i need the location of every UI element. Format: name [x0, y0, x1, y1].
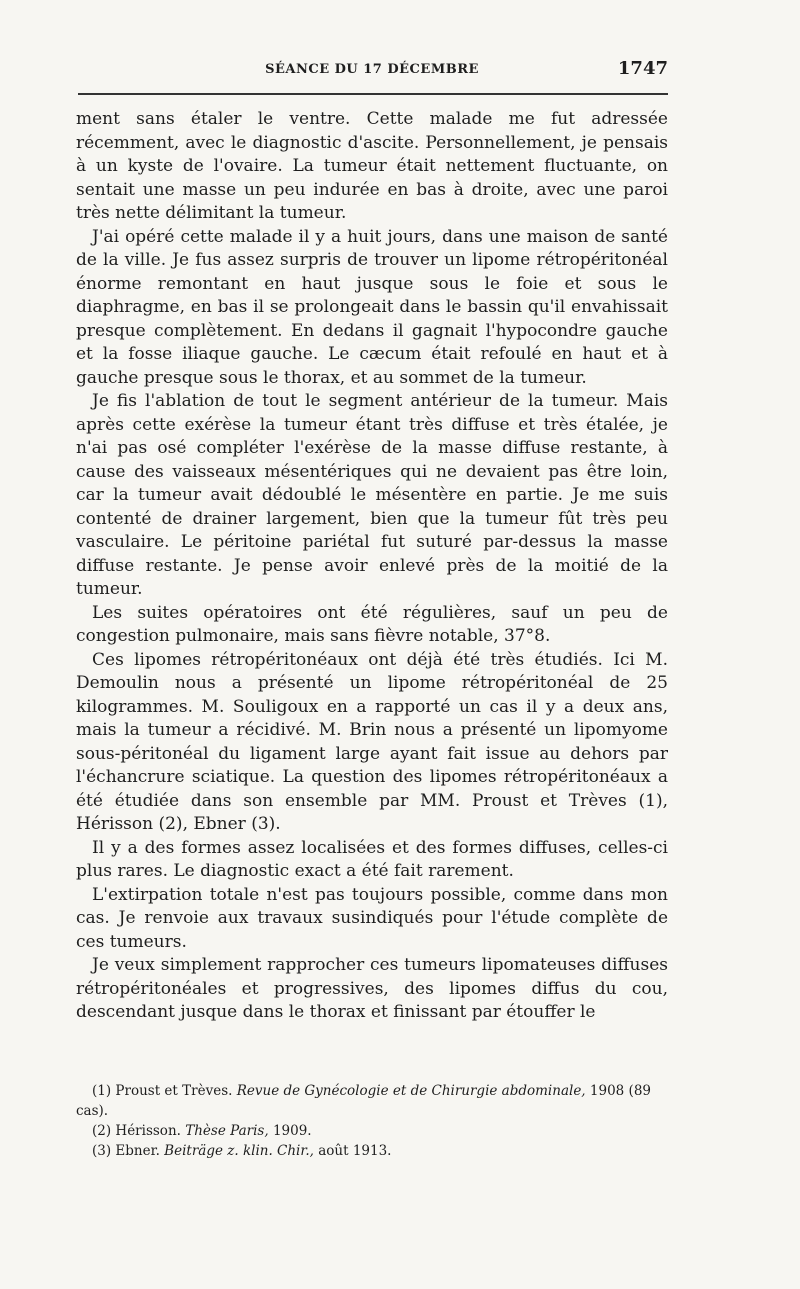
paragraph: Les suites opératoires ont été régulières, sauf un peu de congestion pulmonaire, mais sans fièvre notable, 37°8.	[76, 602, 668, 646]
footnote-title: Thèse Paris,	[185, 1123, 269, 1139]
running-title: SÉANCE DU 17 DÉCEMBRE	[265, 62, 479, 77]
footnote	[76, 1141, 668, 1161]
footnotes	[76, 1081, 668, 1161]
footnote-marker: (1)	[92, 1083, 112, 1099]
body-text	[76, 108, 668, 1025]
paragraph: J'ai opéré cette malade il y a huit jours, dans une maison de santé de la ville. Je fus assez surpris de trouver un lipome rétropéritonéal énorme remontant en haut jusque sous le foie et sous le diaphragme, en bas il se prolongeait dans le bassin qu'il envahissait presque complètement. En dedans il gagnait l'hypocondre gauche et la fosse iliaque gauche. Le cæcum était refoulé en haut et à gauche presque sous le thorax, et au sommet de la tumeur.	[76, 226, 668, 388]
paragraph: ment sans étaler le ventre. Cette malade me fut adressée récemment, avec le diagnostic d'ascite. Personnellement, je pensais à un kyste de l'ovaire. La tumeur était nettement fluctuante, on sentait une masse un peu indurée en bas à droite, avec une paroi très nette délimitant la tumeur.	[76, 109, 668, 223]
paragraph: Ces lipomes rétropéritonéaux ont déjà été très étudiés. Ici M. Demoulin nous a présenté un lipome rétropéritonéal de 25 kilogrammes. M. Souligoux en a rapporté un cas il y a deux ans, mais la tumeur a récidivé. M. Brin nous a présenté un lipomyome sous-péritonéal du ligament large ayant fait issue au dehors par l'échancrure sciatique. La question des lipomes rétropéritonéaux a été étudiée dans son ensemble par MM. Proust et Trèves (1), Hérisson (2), Ebner (3).	[76, 649, 668, 834]
footnote-rest: août 1913.	[318, 1143, 392, 1159]
paragraph: Je fis l'ablation de tout le segment antérieur de la tumeur. Mais après cette exérèse la tumeur étant très diffuse et très étalée, je n'ai pas osé compléter l'exérèse de la masse diffuse restante, à cause des vaisseaux mésentériques qui ne devaient pas être loin, car la tumeur avait dédoublé le mésentère en partie. Je me suis contenté de drainer largement, bien que la tumeur fût très peu vasculaire. Le péritoine pariétal fut suturé par-dessus la masse diffuse restante. Je pense avoir enlevé près de la moitié de la tumeur.	[76, 391, 668, 599]
footnote-title: Beiträge z. klin. Chir.,	[164, 1143, 314, 1159]
paragraph: Il y a des formes assez localisées et des formes diffuses, celles-ci plus rares. Le diagnostic exact a été fait rarement.	[76, 837, 668, 881]
paragraph: Je veux simplement rapprocher ces tumeurs lipomateuses diffuses rétropéritonéales et progressives, des lipomes diffus du cou, descendant jusque dans le thorax et finissant par étouffer le	[76, 955, 668, 1022]
page-number: 1747	[617, 58, 668, 79]
footnote-rest: 1908 (89 cas).	[76, 1083, 651, 1119]
footnote-title: Revue de Gynécologie et de Chirurgie abdominale,	[236, 1083, 586, 1099]
header-rule	[78, 93, 668, 95]
footnote-author: Proust et Trèves.	[115, 1083, 233, 1099]
footnote-marker: (3)	[92, 1143, 112, 1159]
footnote	[76, 1121, 668, 1141]
footnote-rest: 1909.	[272, 1123, 312, 1139]
footnote	[76, 1081, 668, 1121]
running-head	[76, 58, 668, 82]
footnote-author: Hérisson.	[115, 1123, 181, 1139]
footnote-author: Ebner.	[115, 1143, 160, 1159]
paragraph: L'extirpation totale n'est pas toujours possible, comme dans mon cas. Je renvoie aux travaux susindiqués pour l'étude complète de ces tumeurs.	[76, 884, 668, 952]
footnote-marker: (2)	[92, 1123, 112, 1139]
